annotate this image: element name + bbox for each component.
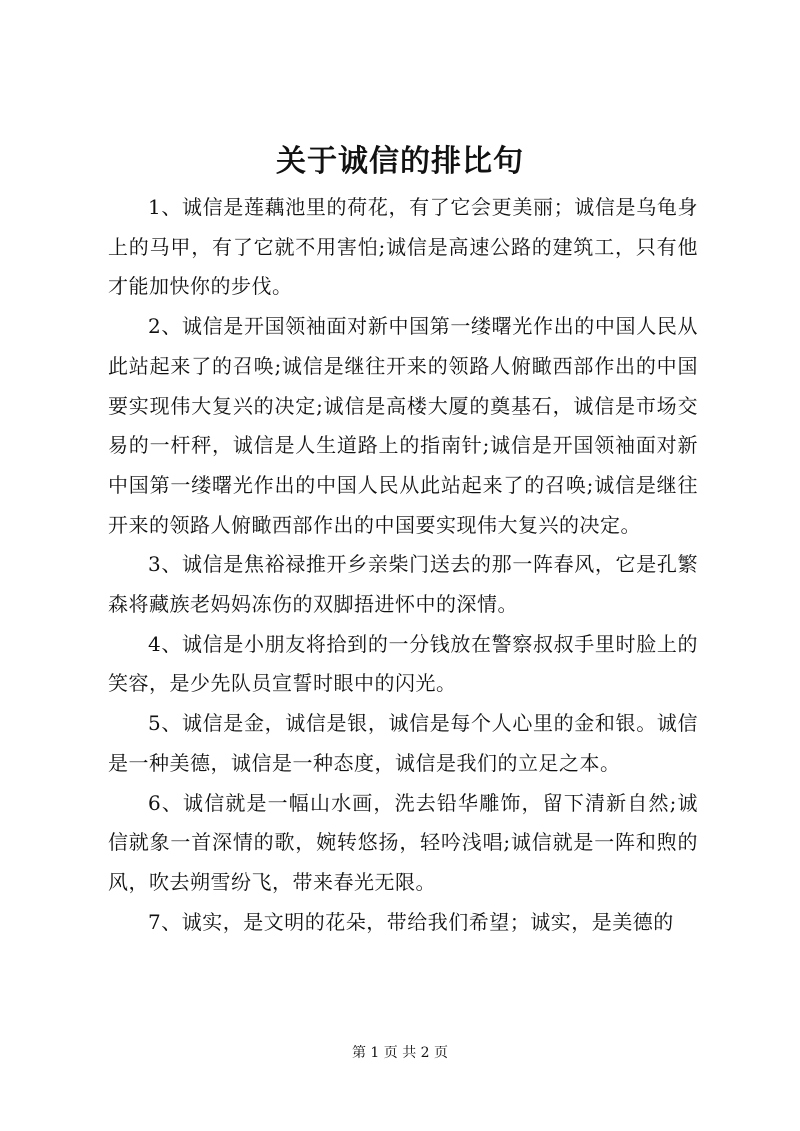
page-number-footer: 第 1 页 共 2 页 — [351, 1045, 449, 1061]
paragraph-4: 4、诚信是小朋友将拾到的一分钱放在警察叔叔手里时脸上的笑容，是少先队员宣誓时眼中的闪光。 — [108, 631, 698, 696]
paragraph-7: 7、诚实，是文明的花朵，带给我们希望；诚实，是美德的 — [148, 909, 674, 934]
paragraph-2: 2、诚信是开国领袖面对新中国第一缕曙光作出的中国人民从此站起来了的召唤;诚信是继往开来的领路人俯瞰西部作出的中国要实现伟大复兴的决定;诚信是高楼大厦的奠基石，诚信是市场交易的一杆秤，诚信是人生道路上的指南针;诚信是开国领袖面对新中国第一缕曙光作出的中国人民从此站起来了的召唤;诚信是继往开来的领路人俯瞰西部作出的中国要实现伟大复兴的决定。 — [108, 314, 698, 537]
document-title: 关于诚信的排比句 — [276, 144, 524, 179]
document-body — [108, 188, 698, 942]
paragraph-3: 3、诚信是焦裕禄推开乡亲柴门送去的那一阵春风，它是孔繁森将藏族老妈妈冻伤的双脚捂进怀中的深情。 — [108, 552, 698, 617]
paragraph-1: 1、诚信是莲藕池里的荷花，有了它会更美丽；诚信是乌龟身上的马甲，有了它就不用害怕;诚信是高速公路的建筑工，只有他才能加快你的步伐。 — [108, 195, 698, 299]
paragraph-5: 5、诚信是金，诚信是银，诚信是每个人心里的金和银。诚信是一种美德，诚信是一种态度，诚信是我们的立足之本。 — [108, 711, 698, 775]
paragraph-6: 6、诚信就是一幅山水画，洗去铅华雕饰，留下清新自然;诚信就象一首深情的歌，婉转悠扬，轻吟浅唱;诚信就是一阵和煦的风，吹去朔雪纷飞，带来春光无限。 — [108, 790, 698, 894]
